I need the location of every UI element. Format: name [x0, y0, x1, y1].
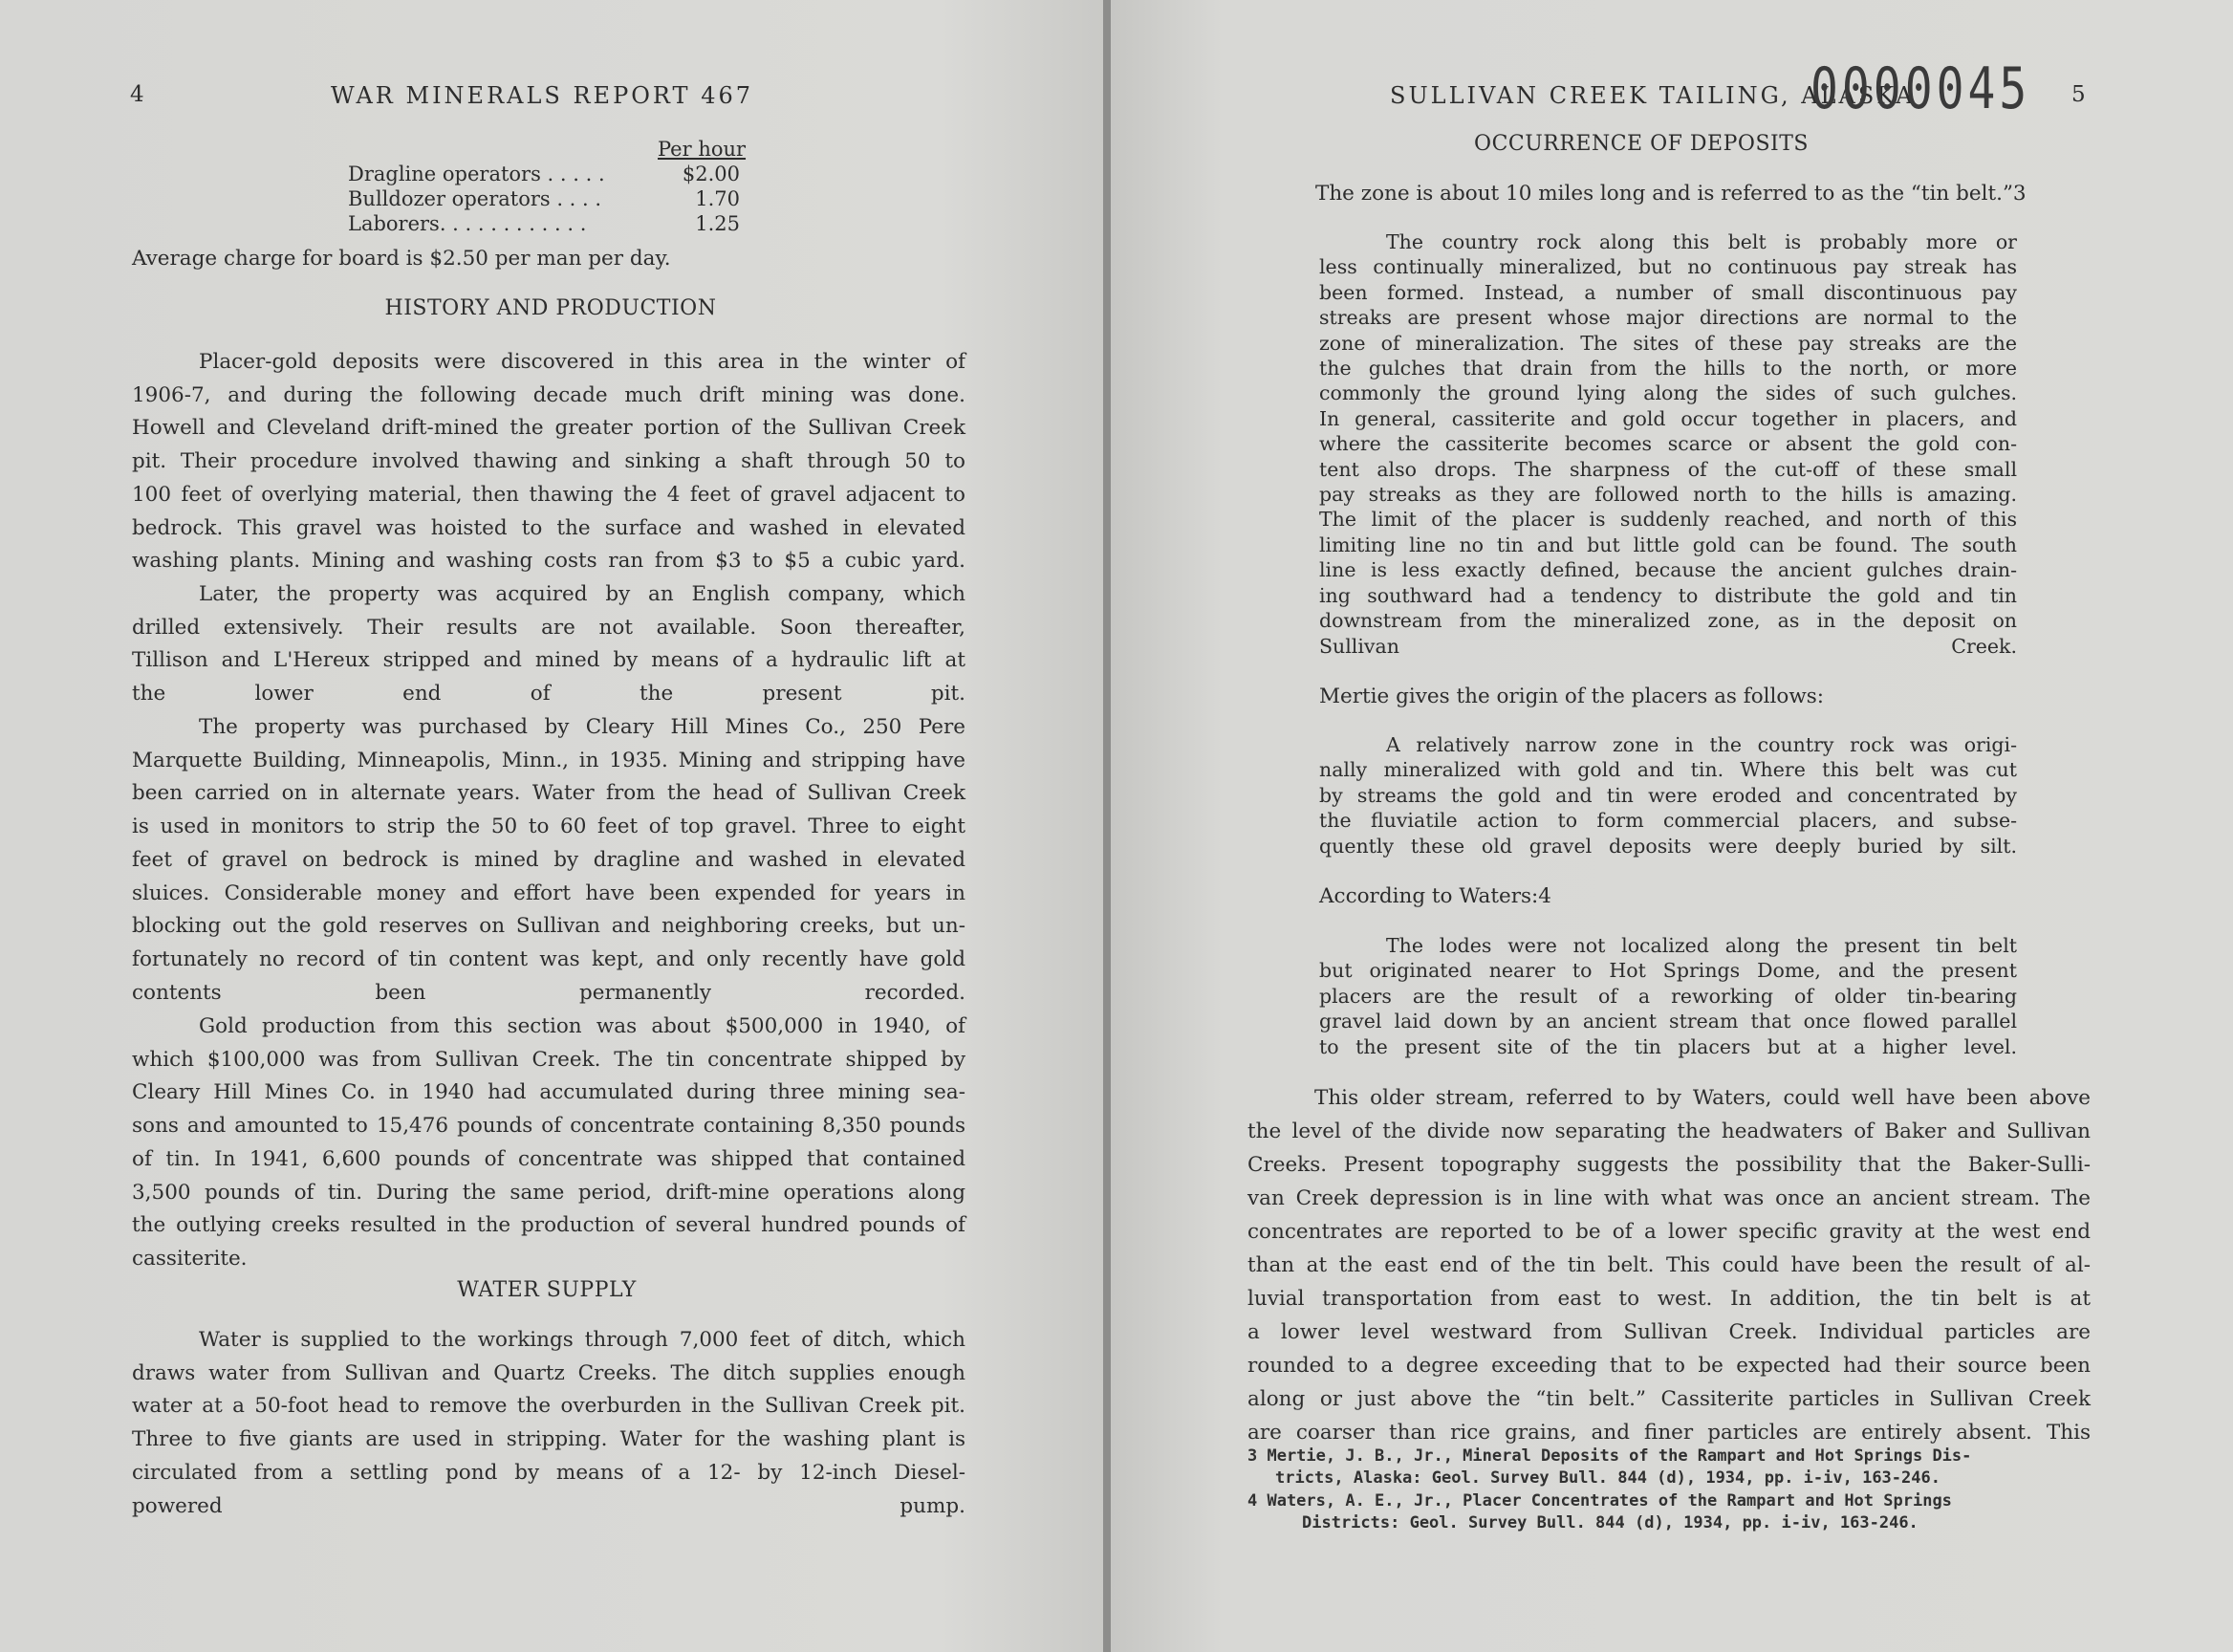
- text-line: the gulches that drain from the hills to the north, or more: [1319, 357, 2017, 380]
- quote-block-2: [1319, 732, 2017, 859]
- footnote-3-line-2: tricts, Alaska: Geol. Survey Bull. 844 (d), 1934, pp. i-iv, 163-246.: [1275, 1468, 1940, 1488]
- running-header-right: SULLIVAN CREEK TAILING, ALASKA: [1390, 82, 1916, 109]
- text-line: are coarser than rice grains, and finer particles are entirely absent. This: [1247, 1421, 2091, 1445]
- text-line: feet of gravel on bedrock is mined by dragline and washed in elevated: [132, 847, 965, 872]
- text-line: This older stream, referred to by Waters, could well have been above: [1314, 1086, 2091, 1110]
- wage-value: $2.00: [682, 163, 740, 185]
- text-line: commonly the ground lying along the sides of such gulches.: [1319, 381, 2017, 405]
- text-line: A relatively narrow zone in the country rock was origi-: [1386, 733, 2017, 756]
- text-line: which $100,000 was from Sullivan Creek. The tin concentrate shipped by: [132, 1047, 965, 1072]
- wage-value: 1.70: [695, 187, 740, 210]
- text-line: water at a 50-foot head to remove the overburden in the Sullivan Creek pit.: [132, 1394, 965, 1419]
- text-line: along or just above the “tin belt.” Cassiterite particles in Sullivan Creek: [1247, 1387, 2091, 1411]
- text-line: In general, cassiterite and gold occur together in placers, and: [1319, 406, 2017, 430]
- wage-label: Dragline operators . . . . .: [348, 163, 605, 185]
- text-line: Marquette Building, Minneapolis, Minn., in 1935. Mining and stripping have: [132, 748, 965, 772]
- section-heading-water: WATER SUPPLY: [457, 1278, 637, 1302]
- board-note: Average charge for board is $2.50 per man per day.: [132, 247, 671, 271]
- text-line: the level of the divide now separating the headwaters of Baker and Sullivan: [1247, 1119, 2091, 1143]
- text-line: circulated from a settling pond by means of a 12- by 12-inch Diesel-: [132, 1460, 965, 1485]
- text-line: 3,500 pounds of tin. During the same period, drift-mine operations along: [132, 1180, 965, 1205]
- text-line: pay streaks as they are followed north to the hills is amazing.: [1319, 483, 2017, 507]
- page-number-left: 4: [130, 82, 144, 107]
- text-line: Gold production from this section was about $500,000 in 1940, of: [199, 1014, 965, 1038]
- body-paragraph: [1247, 1081, 2091, 1449]
- text-line: been formed. Instead, a number of small discontinuous pay: [1319, 280, 2017, 304]
- text-line: limiting line no tin and but little gold can be found. The south: [1319, 533, 2017, 556]
- mertie-intro: Mertie gives the origin of the placers as follows:: [1319, 685, 1825, 708]
- text-line: Howell and Cleveland drift-mined the greater portion of the Sullivan Creek: [132, 416, 965, 441]
- text-line: downstream from the mineralized zone, as in the deposit on: [1319, 609, 2017, 633]
- quote-block-3: [1319, 933, 2017, 1059]
- text-line: The limit of the placer is suddenly reached, and north of this: [1319, 508, 2017, 532]
- text-line: Tillison and L'Hereux stripped and mined by means of a hydraulic lift at: [132, 648, 965, 673]
- text-line: is used in monitors to strip the 50 to 60 feet of top gravel. Three to eight: [132, 815, 965, 839]
- running-header-left: WAR MINERALS REPORT 467: [331, 82, 753, 109]
- text-line: The lodes were not localized along the present tin belt: [1386, 934, 2017, 957]
- text-line: quently these old gravel deposits were deeply buried by silt.: [1319, 834, 2017, 858]
- text-line: sluices. Considerable money and effort have been expended for years in: [132, 880, 965, 905]
- text-line: fortunately no record of tin content was kept, and only recently have gold: [132, 946, 965, 971]
- text-line: nally mineralized with gold and tin. Where this belt was cut: [1319, 758, 2017, 782]
- text-line: van Creek depression is in line with what was once an ancient stream. The: [1247, 1186, 2091, 1210]
- footnote-4-line-1: 4 Waters, A. E., Jr., Placer Concentrates of the Rampart and Hot Springs: [1247, 1491, 1952, 1511]
- intro-sentence: The zone is about 10 miles long and is referred to as the “tin belt.”3: [1315, 182, 2027, 206]
- wage-row: [348, 187, 740, 212]
- text-line: ing southward had a tendency to distribute the gold and tin: [1319, 583, 2017, 607]
- text-line: Sullivan Creek.: [1319, 634, 2017, 658]
- wage-label: Laborers. . . . . . . . . . . .: [348, 212, 587, 235]
- text-line: The property was purchased by Cleary Hill Mines Co., 250 Pere: [199, 715, 965, 739]
- wage-column-header: Per hour: [658, 138, 747, 161]
- text-line: to the present site of the tin placers but at a higher level.: [1319, 1034, 2017, 1058]
- text-line: bedrock. This gravel was hoisted to the surface and washed in elevated: [132, 515, 965, 540]
- right-page: [1111, 0, 2233, 1652]
- text-line: zone of mineralization. The sites of these pay streaks are the: [1319, 331, 2017, 355]
- text-line: The country rock along this belt is probably more or: [1386, 230, 2017, 253]
- text-line: sons and amounted to 15,476 pounds of concentrate containing 8,350 pounds: [132, 1114, 965, 1139]
- text-line: gravel laid down by an ancient stream that once flowed parallel: [1319, 1010, 2017, 1033]
- text-line: Placer-gold deposits were discovered in this area in the winter of: [199, 350, 965, 374]
- quote-block-1: [1319, 229, 2017, 659]
- history-paragraph-1: [132, 346, 965, 578]
- text-line: but originated nearer to Hot Springs Dome, and the present: [1319, 959, 2017, 983]
- text-line: been carried on in alternate years. Water from the head of Sullivan Creek: [132, 781, 965, 806]
- page-number-right: 5: [2071, 82, 2086, 107]
- text-line: luvial transportation from east to west. In addition, the tin belt is at: [1247, 1287, 2091, 1311]
- text-line: rounded to a degree exceeding that to be expected had their source been: [1247, 1354, 2091, 1378]
- text-line: pit. Their procedure involved thawing and sinking a shaft through 50 to: [132, 449, 965, 474]
- wage-row: [348, 212, 740, 237]
- text-line: where the cassiterite becomes scarce or absent the gold con-: [1319, 432, 2017, 456]
- left-page: [0, 0, 1105, 1652]
- text-line: less continually mineralized, but no continuous pay streak has: [1319, 255, 2017, 279]
- water-paragraph: [132, 1324, 965, 1523]
- text-line: contents been permanently recorded.: [132, 980, 965, 1005]
- history-paragraph-3: [132, 711, 965, 1010]
- text-line: 100 feet of overlying material, then thawing the 4 feet of gravel adjacent to: [132, 482, 965, 507]
- footnote-4-line-2: Districts: Geol. Survey Bull. 844 (d), 1934, pp. i-iv, 163-246.: [1302, 1513, 1919, 1532]
- wage-table: [348, 163, 740, 237]
- section-heading-history: HISTORY AND PRODUCTION: [384, 296, 717, 320]
- text-line: than at the east end of the tin belt. This could have been the result of al-: [1247, 1253, 2091, 1277]
- text-line: Cleary Hill Mines Co. in 1940 had accumulated during three mining sea-: [132, 1080, 965, 1105]
- document-stamp-number: 0000045: [1810, 55, 2031, 122]
- text-line: 1906-7, and during the following decade much drift mining was done.: [132, 382, 965, 407]
- text-line: Water is supplied to the workings through 7,000 feet of ditch, which: [199, 1328, 965, 1352]
- text-line: Creeks. Present topography suggests the possibility that the Baker-Sulli-: [1247, 1153, 2091, 1177]
- text-line: blocking out the gold reserves on Sullivan and neighboring creeks, but un-: [132, 914, 965, 939]
- text-line: cassiterite.: [132, 1246, 248, 1271]
- wage-value: 1.25: [695, 212, 740, 235]
- text-line: concentrates are reported to be of a lower specific gravity at the west end: [1247, 1220, 2091, 1244]
- text-line: the outlying creeks resulted in the production of several hundred pounds of: [132, 1213, 965, 1238]
- waters-intro: According to Waters:4: [1319, 884, 1551, 908]
- text-line: by streams the gold and tin were eroded and concentrated by: [1319, 783, 2017, 807]
- text-line: line is less exactly defined, because the ancient gulches drain-: [1319, 558, 2017, 582]
- text-line: draws water from Sullivan and Quartz Creeks. The ditch supplies enough: [132, 1360, 965, 1385]
- section-heading-occurrence: OCCURRENCE OF DEPOSITS: [1474, 132, 1809, 156]
- text-line: the lower end of the present pit.: [132, 682, 965, 706]
- text-line: placers are the result of a reworking of older tin-bearing: [1319, 984, 2017, 1008]
- wage-row: [348, 163, 740, 187]
- text-line: Three to five giants are used in stripping. Water for the washing plant is: [132, 1427, 965, 1452]
- text-line: drilled extensively. Their results are not available. Soon thereafter,: [132, 615, 965, 640]
- history-paragraph-4: [132, 1011, 965, 1276]
- text-line: tent also drops. The sharpness of the cut-off of these small: [1319, 457, 2017, 481]
- text-line: Later, the property was acquired by an English company, which: [199, 582, 965, 606]
- footnote-3-line-1: 3 Mertie, J. B., Jr., Mineral Deposits of the Rampart and Hot Springs Dis-: [1247, 1446, 1972, 1466]
- text-line: of tin. In 1941, 6,600 pounds of concentrate was shipped that contained: [132, 1146, 965, 1171]
- text-line: washing plants. Mining and washing costs ran from $3 to $5 a cubic yard.: [132, 549, 965, 574]
- text-line: streaks are present whose major directions are normal to the: [1319, 306, 2017, 330]
- wage-label: Bulldozer operators . . . .: [348, 187, 602, 210]
- history-paragraph-2: [132, 578, 965, 711]
- text-line: the fluviatile action to form commercial placers, and subse-: [1319, 809, 2017, 833]
- text-line: powered pump.: [132, 1493, 965, 1518]
- text-line: a lower level westward from Sullivan Creek. Individual particles are: [1247, 1320, 2091, 1344]
